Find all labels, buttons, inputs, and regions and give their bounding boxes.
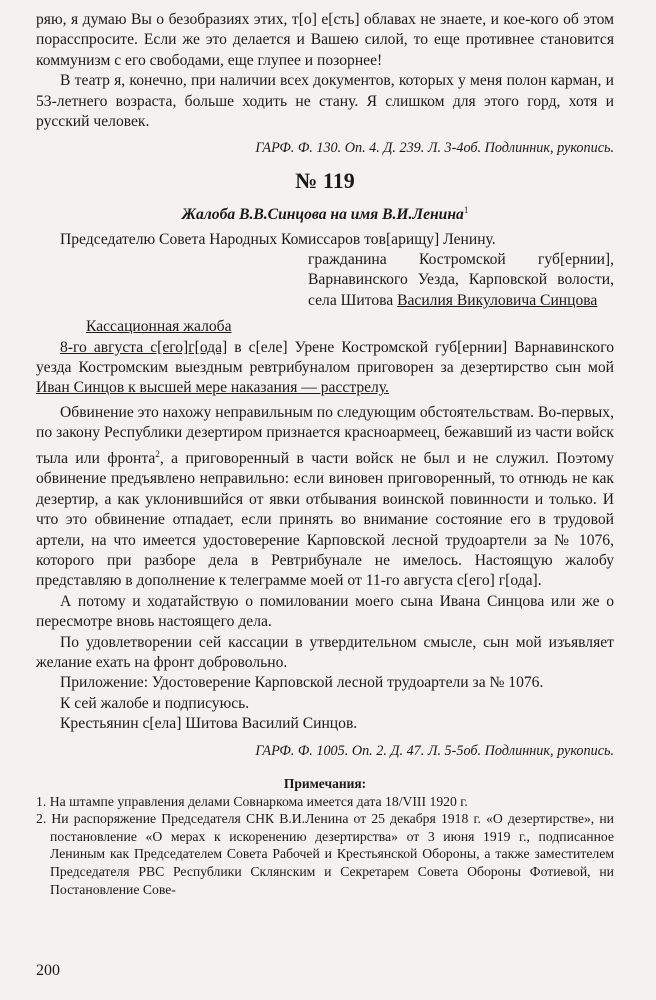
verdict-paragraph [36,338,614,399]
intro-paragraph-2: В театр я, конечно, при наличии всех документов, которых у меня полон карман, и 53-летнего возраста, больше ходить не стану. Я слишком для этого горд, хотя и русский человек. [36,72,614,131]
notes-title: Примечания: [283,775,367,791]
attachment-line: Приложение: Удостоверение Карповской лесной трудоартели за № 1076. [60,674,544,692]
charge-text-b: , а приговоренный в части войск не был и не служил. Поэтому обвинение предъявлено неправильно: если виновен приговоренный, то отнюдь не как дезертир, а как уклонившийся от явки отбывания воинской повинности и только. И что это обвинение отпадает, если принять во внимание состояние его в трудовой артели, на что имеется удостоверение Карповской лесной трудоартели за № 1076, которого при разборе дела в Ревтрибунале не имелось. Настоящую жалобу представляю в дополнение к телеграмме моей от 11-го августа с[его] г[ода]. [36,449,614,590]
sender-block [308,250,614,311]
verdict-sentence: Иван Синцов к высшей мере наказания — расстрелу. [36,379,389,397]
sender-name: Василия Викуловича Синцова [397,291,598,309]
archive-source-2: ГАРФ. Ф. 1005. Оп. 2. Д. 47. Л. 5-5об. Подлинник, рукопись. [255,742,614,759]
cassation-title: Кассационная жалоба [86,318,232,336]
document-number: № 119 [295,168,355,194]
addressee-line: Председателю Совета Народных Комиссаров тов[арищу] Ленину. [60,230,496,248]
page-number: 200 [36,962,60,979]
archive-source-1: ГАРФ. Ф. 130. Оп. 4. Д. 239. Л. 3-4об. Подлинник, рукопись. [255,140,614,157]
signature-note: К сей жалобе и подписуюсь. [60,694,250,712]
note-item-2: 2. Ни распоряжение Председателя СНК В.И.Ленина от 25 декабря 1918 г. «О дезертирстве», ни постановление «О мерах к искоренению дезертирства» от 3 июня 1919 г., подписанное Лениным как Председателем Совета Рабочей и Крестьянской Обороны, а также заместителем Председателя РВС Республики Склянским и Секретарем Совета Обороны Фотиевой, ни Постановление Сове- [36,811,614,897]
verdict-text: в с[еле] Урене Костромской губ[ернии] Варнавинского уезда Костромским выездным ревтрибуналом приговорен за дезертирство сын мой [36,338,615,377]
front-paragraph: По удовлетворении сей кассации в утвердительном смысле, сын мой изъявляет желание ехать на фронт добровольно. [36,633,614,671]
intro-paragraph-1: ряю, я думаю Вы о безобразиях этих, т[о] е[сть] облавах не знаете, и кое-кого об этом порасспросите. Если же это делается и Вашею силой, то еще противнее становится коммунизм с его свободами, еще глупее и позорнее! [36,11,614,69]
document-title [36,200,614,225]
document-title-text: Жалоба В.В.Синцова на имя В.И.Ленина [181,206,464,224]
peasant-signature: Крестьянин с[ела] Шитова Василий Синцов. [60,715,358,733]
charge-paragraph [36,403,614,592]
charge-text-a: Обвинение это нахожу неправильным по следующим обстоятельствам. Во-первых, по закону Республики дезертиром признается красноармеец, бежавший из части войск тыла или фронта [36,403,614,467]
pardon-paragraph: А потому и ходатайствую о помиловании моего сына Ивана Синцова или же о пересмотре вновь настоящего дела. [36,592,614,631]
footnote-ref-1: 1 [463,205,469,216]
note-item-1: 1. На штампе управления делами Совнаркома имеется дата 18/VIII 1920 г. [36,793,468,809]
footnote-ref-2: 2 [155,448,160,459]
verdict-date: 8-го августа с[его]г[ода] [60,338,228,356]
sender-address: гражданина Костромской губ[ернии], Варнавинского Уезда, Карповской волости, села Шитова [308,251,614,309]
